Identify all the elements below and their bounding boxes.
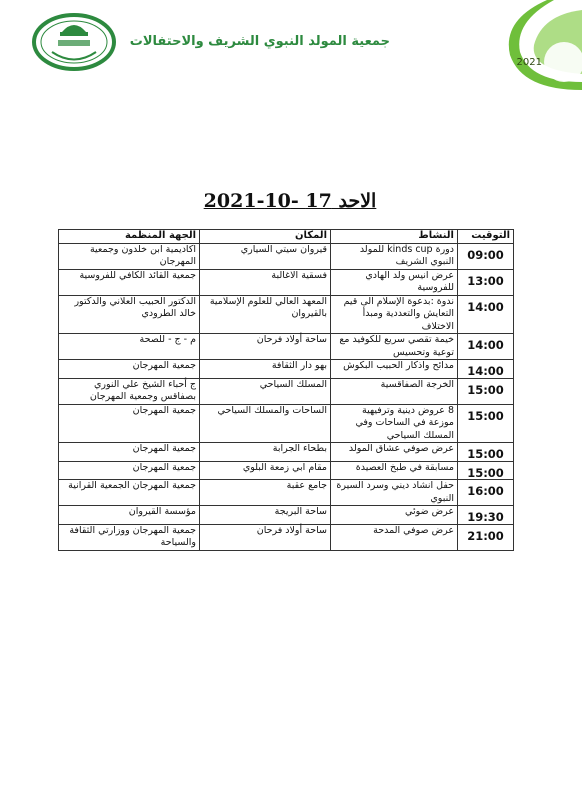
table-row — [59, 295, 514, 334]
cell-time: 14:00 — [458, 334, 514, 360]
header-activity: النشاط — [331, 230, 458, 244]
table-row — [59, 404, 514, 443]
header-organizer: الجهة المنظمة — [59, 230, 200, 244]
cell-place: بهو دار الثقافة — [200, 360, 331, 379]
cell-time: 13:00 — [458, 269, 514, 295]
cell-time: 14:00 — [458, 360, 514, 379]
table-row — [59, 243, 514, 269]
cell-place: جامع عقبة — [200, 480, 331, 506]
cell-time: 21:00 — [458, 524, 514, 550]
cell-organizer: م - ج - للصحة — [59, 334, 200, 360]
cell-place: فسقية الاغالبة — [200, 269, 331, 295]
table-row — [59, 506, 514, 525]
cell-activity: مدائح واذكار الحبيب البكوش — [331, 360, 458, 379]
cell-activity: 8 عروض دينية وترفيهية موزعة في الساحات وفي المسلك السياحي — [331, 404, 458, 443]
cell-place: بطحاء الجرابة — [200, 443, 331, 462]
cell-activity: حفل انشاد ديني وسرد السيرة النبوي — [331, 480, 458, 506]
cell-place: المعهد العالي للعلوم الإسلامية بالقيروان — [200, 295, 331, 334]
cell-activity: مسابقة في طبخ العصيدة — [331, 461, 458, 480]
table-row — [59, 360, 514, 379]
table-row — [59, 334, 514, 360]
cell-time: 15:00 — [458, 404, 514, 443]
schedule-table — [58, 229, 514, 551]
cell-activity: عرض ضوئي — [331, 506, 458, 525]
cell-time: 16:00 — [458, 480, 514, 506]
cell-place: مقام ابي زمعة البلوي — [200, 461, 331, 480]
table-row — [59, 524, 514, 550]
cell-organizer: جمعية المهرجان الجمعية القرانية — [59, 480, 200, 506]
cell-organizer: جمعية المهرجان — [59, 360, 200, 379]
table-row — [59, 461, 514, 480]
cell-organizer: اكاديمية ابن خلدون وجمعية المهرجان — [59, 243, 200, 269]
header-time: التوقيت — [458, 230, 514, 244]
cell-activity: عرض صوفي عشاق المولد — [331, 443, 458, 462]
cell-organizer: ج أحباء الشيخ علي النوري بصفاقس وجمعية المهرجان — [59, 378, 200, 404]
cell-place: ساحة البريجة — [200, 506, 331, 525]
cell-organizer: جمعية المهرجان — [59, 461, 200, 480]
cell-organizer: جمعية المهرجان — [59, 404, 200, 443]
header-place: المكان — [200, 230, 331, 244]
cell-activity: عرض انيس ولد الهادي للفروسية — [331, 269, 458, 295]
cell-activity: دورة kinds cup للمولد النبوي الشريف — [331, 243, 458, 269]
cell-time: 15:00 — [458, 461, 514, 480]
cell-time: 15:00 — [458, 443, 514, 462]
cell-time: 14:00 — [458, 295, 514, 334]
cell-organizer: جمعية المهرجان — [59, 443, 200, 462]
cell-organizer: مؤسسة القيروان — [59, 506, 200, 525]
cell-organizer: جمعية المهرجان ووزارتي الثقافة والسياحة — [59, 524, 200, 550]
header-decoration — [472, 0, 582, 90]
cell-activity: ندوة :بدعوة الإسلام الى قيم التعايش والتعددية ومبدأ الاختلاف — [331, 295, 458, 334]
cell-place: ساحة أولاد فرحان — [200, 524, 331, 550]
table-row — [59, 378, 514, 404]
cell-organizer: الدكتور الحبيب العلاني والدكتور خالد الطرودي — [59, 295, 200, 334]
cell-place: الساحات والمسلك السياحي — [200, 404, 331, 443]
table-header-row — [59, 230, 514, 244]
association-logo — [32, 12, 116, 72]
year-label: 2021 — [516, 57, 542, 68]
table-row — [59, 480, 514, 506]
cell-time: 19:30 — [458, 506, 514, 525]
cell-activity: عرض صوفي المدحة — [331, 524, 458, 550]
cell-place: ساحة أولاد فرحان — [200, 334, 331, 360]
cell-time: 09:00 — [458, 243, 514, 269]
cell-place: قيروان سيتي السياري — [200, 243, 331, 269]
date-title: الاحد 17 -10-2021 — [203, 190, 377, 212]
cell-place: المسلك السياحي — [200, 378, 331, 404]
table-row — [59, 443, 514, 462]
cell-activity: خيمة تقصي سريع للكوفيد مع توعية وتحسيس — [331, 334, 458, 360]
cell-activity: الخرجة الصفاقسية — [331, 378, 458, 404]
cell-time: 15:00 — [458, 378, 514, 404]
table-row — [59, 269, 514, 295]
association-title: جمعية المولد النبوي الشريف والاحتفالات — [129, 34, 390, 49]
cell-organizer: جمعية القائد الكافي للفروسية — [59, 269, 200, 295]
